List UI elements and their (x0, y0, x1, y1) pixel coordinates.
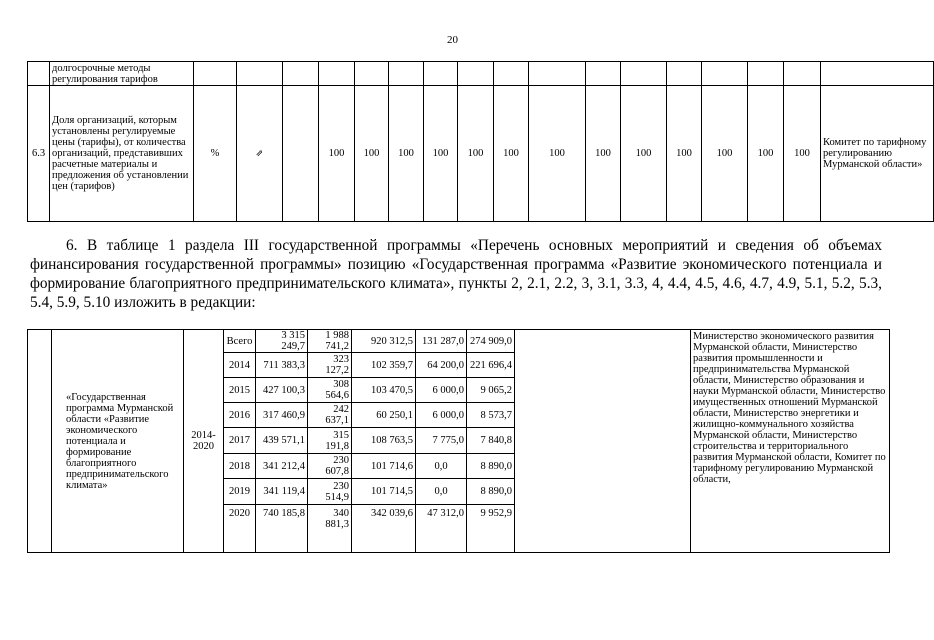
value-cell: 100 (702, 86, 748, 222)
year-cell: 2016 (224, 403, 256, 428)
responsible-cell: Комитет по тарифному регулированию Мурманской области» (821, 86, 934, 222)
regional-cell: 323 127,2 (308, 353, 352, 378)
value-cell: 100 (586, 86, 621, 222)
federal-cell: 101 714,5 (352, 479, 416, 505)
regional-cell: 315 191,8 (308, 428, 352, 454)
year-cell: 2014 (224, 353, 256, 378)
regional-cell: 308 564,6 (308, 378, 352, 403)
other-cell: 9 065,2 (467, 378, 515, 403)
other-cell: 8 890,0 (467, 479, 515, 505)
value-cell: 100 (355, 86, 389, 222)
value-cell: 100 (784, 86, 821, 222)
federal-cell: 103 470,5 (352, 378, 416, 403)
regional-cell: 242 637,1 (308, 403, 352, 428)
total-cell: 427 100,3 (256, 378, 308, 403)
regional-cell: 230 607,8 (308, 454, 352, 479)
indicator-name: Доля организаций, которым установлены регулируемые цены (тарифы), от количества организаций, представивших расчетные материалы и предложения об установлении цен (тарифов) (50, 86, 194, 222)
value-cell: 100 (748, 86, 784, 222)
year-cell: 2020 (224, 505, 256, 553)
year-cell: 2015 (224, 378, 256, 403)
year-cell: 2017 (224, 428, 256, 454)
program-name: «Государственная программа Мурманской области «Развитие экономического потенциала и формирование благоприятного предпринимательского климата» (52, 330, 184, 553)
other-cell: 8 573,7 (467, 403, 515, 428)
total-cell: 341 119,4 (256, 479, 308, 505)
local-cell: 0,0 (416, 454, 467, 479)
local-cell: 7 775,0 (416, 428, 467, 454)
total-cell: 439 571,1 (256, 428, 308, 454)
value-cell: 100 (424, 86, 458, 222)
local-cell: 6 000,0 (416, 378, 467, 403)
total-cell: 317 460,9 (256, 403, 308, 428)
local-cell: 64 200,0 (416, 353, 467, 378)
year-cell: 2018 (224, 454, 256, 479)
local-cell: 6 000,0 (416, 403, 467, 428)
regional-cell: 1 988 741,2 (308, 330, 352, 353)
year-cell: Всего (224, 330, 256, 353)
page-number: 20 (447, 34, 458, 46)
value-cell: 100 (621, 86, 667, 222)
table-row (28, 62, 934, 86)
program-period: 2014-2020 (184, 330, 224, 553)
federal-cell: 920 312,5 (352, 330, 416, 353)
other-cell: 7 840,8 (467, 428, 515, 454)
total-cell: 341 212,4 (256, 454, 308, 479)
indicators-table (27, 61, 934, 222)
local-cell: 0,0 (416, 479, 467, 505)
federal-cell: 108 763,5 (352, 428, 416, 454)
unit-cell: % (194, 86, 237, 222)
federal-cell: 102 359,7 (352, 353, 416, 378)
table-row (28, 330, 890, 353)
table-cell (28, 62, 50, 86)
total-cell: 3 315 249,7 (256, 330, 308, 353)
financing-table (27, 329, 890, 553)
table-row (28, 86, 934, 222)
other-cell: 9 952,9 (467, 505, 515, 553)
row-number: 6.3 (28, 86, 50, 222)
value-cell: 100 (319, 86, 355, 222)
other-cell: 8 890,0 (467, 454, 515, 479)
value-cell: 100 (667, 86, 702, 222)
responsible-executors: Министерство экономического развития Мурманской области, Министерство развития промышленности и предпринимательства Мурманской области, Министерство образования и науки Мурманской области, Министерство имущественных отношений Мурманской области, Министерство энергетики и жилищно-коммунального хозяйства Мурманской области, Министерство строительства и территориального развития Мурманской области, Комитет по тарифному регулированию Мурманской области, (691, 330, 890, 553)
local-cell: 131 287,0 (416, 330, 467, 353)
value-cell: 100 (458, 86, 494, 222)
regional-cell: 340 881,3 (308, 505, 352, 553)
value-cell: 100 (529, 86, 586, 222)
total-cell: 711 383,3 (256, 353, 308, 378)
year-cell: 2019 (224, 479, 256, 505)
value-cell: 100 (389, 86, 424, 222)
federal-cell: 101 714,6 (352, 454, 416, 479)
total-cell: 740 185,8 (256, 505, 308, 553)
regional-cell: 230 514,9 (308, 479, 352, 505)
amendment-paragraph: 6. В таблице 1 раздела III государственной программы «Перечень основных мероприятий и сведения об объемах финансирования государственной программы» позицию «Государственная программа «Развитие экономического потенциала и формирование благоприятного предпринимательского климата», пункты 2, 2.1, 2.2, 3, 3.1, 3.3, 4, 4.4, 4.5, 4.6, 4.7, 4.9, 5.1, 5.2, 5.3, 5.4, 5.9, 5.10 изложить в редакции: (30, 237, 882, 311)
direction-arrow-icon: ⇗ (237, 86, 283, 222)
indicator-continuation: долгосрочные методы регулирования тарифов (50, 62, 194, 86)
federal-cell: 60 250,1 (352, 403, 416, 428)
local-cell: 47 312,0 (416, 505, 467, 553)
federal-cell: 342 039,6 (352, 505, 416, 553)
value-cell: 100 (494, 86, 529, 222)
other-cell: 274 909,0 (467, 330, 515, 353)
other-cell: 221 696,4 (467, 353, 515, 378)
